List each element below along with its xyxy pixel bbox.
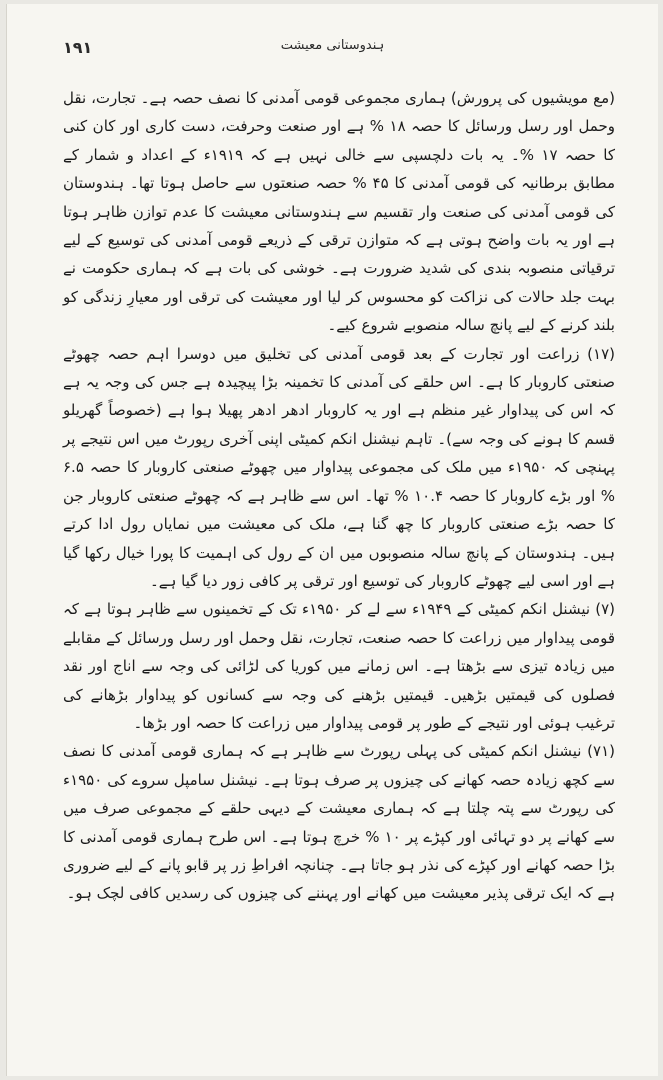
- book-page: [6, 4, 658, 1076]
- paragraph-4: (۷۱) نیشنل انکم کمیٹی کی پہلی رپورٹ سے ظاہر ہے کہ ہماری قومی آمدنی کا نصف سے کچھ زیادہ حصہ کھانے کی چیزوں پر صرف ہوتا ہے۔ نیشنل سامپل سروے کی ۱۹۵۰ء کی رپورٹ سے پتہ چلتا ہے کہ ہماری معیشت کے دیہی حلقے کے مجموعی صرف میں سے کھانے پر دو تہائی اور کپڑے پر ۱۰ % خرچ ہوتا ہے۔ اس طرح ہماری قومی آمدنی کا بڑا حصہ کھانے اور کپڑے کی نذر ہو جاتا ہے۔ چنانچہ افراطِ زر پر قابو پانے کے لیے ضروری ہے کہ ایک ترقی پذیر معیشت میں کھانے اور پہننے کی چیزوں کی رسدیں کافی لچک ہو۔: [63, 742, 615, 903]
- page-header: [7, 38, 658, 62]
- running-title: ہندوستانی معیشت: [280, 38, 385, 53]
- page-body: [63, 84, 615, 908]
- paragraph-1: (مع مویشیوں کی پرورش) ہماری مجموعی قومی آمدنی کا نصف حصہ ہے۔ تجارت، نقل وحمل اور رسل ورسائل کا حصہ ۱۸ % ہے اور صنعت وحرفت، دست کاری اور کان کنی کا حصہ ۱۷ %۔ یہ بات دلچسپی سے خالی نہیں ہے کہ ۱۹۱۹ء کے اعداد و شمار کے مطابق برطانیہ کی قومی آمدنی کا ۴۵ % حصہ صنعتوں سے حاصل ہوتا تھا۔ ہندوستان کی قومی آمدنی کی صنعت وار تقسیم سے ہندوستانی معیشت کا عدم توازن ظاہر ہوتا ہے اور یہ بات واضح ہوتی ہے کہ متوازن ترقی کے ذریعے قومی آمدنی کی توسیع کے لیے ترقیاتی منصوبہ بندی کی شدید ضرورت ہے۔ خوشی کی بات ہے کہ ہماری حکومت نے بہت جلد حالات کی نزاکت کو محسوس کر لیا اور معیشت کی ترقی اور معیارِ زندگی کو بلند کرنے کے لیے پانچ سالہ منصوبے شروع کیے۔: [63, 89, 615, 335]
- page-number: ۱۹۱: [63, 38, 93, 57]
- paragraph-3: (۷) نیشنل انکم کمیٹی کے ۱۹۴۹ء سے لے کر ۱۹۵۰ء تک کے تخمینوں سے ظاہر ہوتا ہے کہ قومی پیداوار میں زراعت کا حصہ صنعت، تجارت، نقل وحمل اور رسل ورسائل کے مقابلے میں زیادہ تیزی سے بڑھتا ہے۔ اس زمانے میں کوریا کی لڑائی کی وجہ سے اناج اور نقد فصلوں کی قیمتیں بڑھیں۔ قیمتیں بڑھنے کی وجہ سے کسانوں کو پیداوار بڑھانے کی ترغیب ہوئی اور نتیجے کے طور پر قومی پیداوار میں زراعت کا حصہ اور بڑھا۔: [63, 600, 615, 732]
- paragraph-2: (۱۷) زراعت اور تجارت کے بعد قومی آمدنی کی تخلیق میں دوسرا اہم حصہ چھوٹے صنعتی کاروبار کا ہے۔ اس حلقے کی آمدنی کا تخمینہ بڑا پیچیدہ ہے جس کی وجہ یہ ہے کہ اس کی پیداوار غیر منظم ہے اور یہ کاروبار ادھر ادھر پھیلا ہوا ہے (خصوصاً گھریلو قسم کا ہونے کی وجہ سے)۔ تاہم نیشنل انکم کمیٹی اپنی آخری رپورٹ میں اس نتیجے پر پہنچی کہ ۱۹۵۰ء میں ملک کی مجموعی پیداوار میں چھوٹے صنعتی کاروبار کا حصہ ۶.۵ % اور بڑے کاروبار کا حصہ ۱۰.۴ % تھا۔ اس سے ظاہر ہے کہ چھوٹے صنعتی کاروبار جن کا حصہ بڑے صنعتی کاروبار کا چھ گنا ہے، ملک کی معیشت میں نمایاں رول ادا کرتے ہیں۔ ہندوستان کے پانچ سالہ منصوبوں میں ان کے رول کی اہمیت کا پورا خیال رکھا گیا ہے اور اسی لیے چھوٹے کاروبار کی توسیع اور ترقی پر کافی زور دیا گیا ہے۔: [63, 344, 616, 590]
